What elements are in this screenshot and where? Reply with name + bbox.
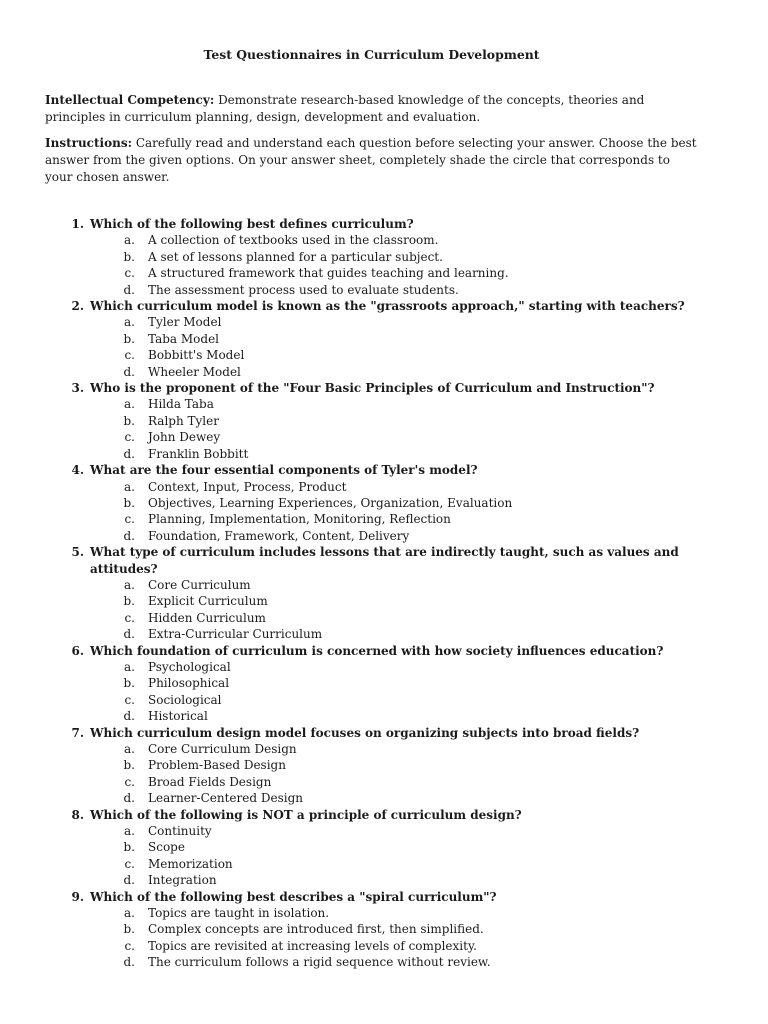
- question-item: [45, 807, 698, 889]
- answer-option: [45, 921, 698, 937]
- answer-option: [45, 774, 698, 790]
- question-text: Which foundation of curriculum is concerned with how society influences education?: [90, 643, 664, 658]
- option-text: Topics are taught in isolation.: [148, 906, 330, 921]
- answer-option: [45, 265, 698, 281]
- option-text: Philosophical: [148, 676, 230, 691]
- option-list: [45, 741, 698, 807]
- answer-option: [45, 364, 698, 380]
- option-letter: c.: [124, 266, 135, 281]
- question-line: [45, 643, 698, 659]
- option-text: Tyler Model: [148, 315, 222, 330]
- instructions-label: Instructions:: [45, 136, 133, 150]
- question-number: 5.: [71, 545, 84, 560]
- option-letter: d.: [123, 528, 135, 543]
- option-list: [45, 479, 698, 545]
- question-item: [45, 643, 698, 725]
- question-text: Which of the following best defines curriculum?: [90, 217, 414, 231]
- option-text: John Dewey: [148, 430, 221, 445]
- option-text: Wheeler Model: [148, 364, 241, 379]
- option-text: Explicit Curriculum: [148, 594, 268, 609]
- option-letter: d.: [123, 364, 135, 379]
- competency-label: Intellectual Competency:: [45, 93, 215, 107]
- option-text: The curriculum follows a rigid sequence without review.: [148, 955, 491, 970]
- answer-option: [45, 413, 698, 429]
- option-text: The assessment process used to evaluate students.: [148, 282, 459, 297]
- question-text: Which curriculum design model focuses on organizing subjects into broad fields?: [90, 725, 640, 740]
- answer-option: [45, 511, 698, 527]
- option-letter: c.: [124, 692, 135, 707]
- option-letter: c.: [124, 348, 135, 363]
- answer-option: [45, 905, 698, 921]
- option-text: Scope: [148, 840, 185, 855]
- option-letter: d.: [123, 282, 135, 297]
- option-letter: c.: [124, 512, 135, 527]
- answer-option: [45, 249, 698, 265]
- option-text: Objectives, Learning Experiences, Organization, Evaluation: [148, 495, 513, 510]
- option-letter: c.: [124, 938, 135, 953]
- option-list: [45, 659, 698, 725]
- option-text: Complex concepts are introduced first, then simplified.: [148, 922, 484, 937]
- answer-option: [45, 659, 698, 675]
- option-letter: d.: [123, 709, 135, 724]
- question-item: [45, 889, 698, 971]
- question-list: [45, 216, 698, 971]
- option-text: Extra-Curricular Curriculum: [148, 627, 323, 642]
- option-text: Foundation, Framework, Content, Delivery: [148, 528, 410, 543]
- question-line: [45, 725, 698, 741]
- option-letter: b.: [123, 249, 135, 264]
- option-text: Memorization: [148, 856, 233, 871]
- option-text: Learner-Centered Design: [148, 791, 303, 806]
- answer-option: [45, 872, 698, 888]
- answer-option: [45, 396, 698, 412]
- question-number: 2.: [71, 299, 84, 314]
- question-item: [45, 216, 698, 298]
- question-number: 7.: [71, 725, 84, 740]
- option-text: Topics are revisited at increasing levels of complexity.: [148, 938, 477, 953]
- competency-text: Demonstrate research-based knowledge of the concepts, theories and principles in curriculum planning, design, development and evaluation.: [45, 93, 645, 124]
- instructions-paragraph: [45, 135, 698, 186]
- option-letter: a.: [124, 906, 135, 921]
- option-letter: a.: [124, 233, 135, 248]
- option-text: Historical: [148, 709, 208, 724]
- answer-option: [45, 495, 698, 511]
- option-letter: a.: [124, 824, 135, 839]
- question-number: 4.: [71, 463, 84, 478]
- question-item: [45, 298, 698, 380]
- question-line: [45, 889, 698, 905]
- answer-option: [45, 626, 698, 642]
- answer-option: [45, 479, 698, 495]
- instructions-text: Carefully read and understand each question before selecting your answer. Choose the best answer from the given options. On your answer sheet, completely shade the circle that corresponds to your chosen answer.: [45, 136, 697, 184]
- option-text: Problem-Based Design: [148, 758, 286, 773]
- answer-option: [45, 282, 698, 298]
- answer-option: [45, 577, 698, 593]
- answer-option: [45, 610, 698, 626]
- answer-option: [45, 692, 698, 708]
- option-letter: d.: [123, 791, 135, 806]
- option-letter: a.: [124, 397, 135, 412]
- option-text: Broad Fields Design: [148, 774, 272, 789]
- option-text: Franklin Bobbitt: [148, 446, 249, 461]
- option-text: A set of lessons planned for a particular subject.: [148, 249, 443, 264]
- answer-option: [45, 790, 698, 806]
- option-letter: b.: [123, 758, 135, 773]
- answer-option: [45, 954, 698, 970]
- option-text: Psychological: [148, 659, 231, 674]
- question-number: 1.: [71, 217, 84, 231]
- question-item: [45, 462, 698, 544]
- option-letter: b.: [123, 676, 135, 691]
- option-list: [45, 577, 698, 643]
- answer-option: [45, 314, 698, 330]
- option-letter: a.: [124, 315, 135, 330]
- question-line: [45, 544, 698, 577]
- question-text: Which curriculum model is known as the "grassroots approach," starting with teachers?: [90, 299, 685, 314]
- option-letter: d.: [123, 446, 135, 461]
- answer-option: [45, 446, 698, 462]
- answer-option: [45, 429, 698, 445]
- option-letter: c.: [124, 610, 135, 625]
- question-number: 6.: [71, 643, 84, 658]
- option-text: A structured framework that guides teaching and learning.: [148, 266, 509, 281]
- option-letter: c.: [124, 856, 135, 871]
- option-letter: b.: [123, 413, 135, 428]
- option-list: [45, 823, 698, 889]
- question-text: What type of curriculum includes lessons that are indirectly taught, such as values and attitudes?: [90, 545, 679, 576]
- option-text: Sociological: [148, 692, 222, 707]
- answer-option: [45, 856, 698, 872]
- answer-option: [45, 823, 698, 839]
- question-number: 9.: [71, 889, 84, 904]
- option-text: Context, Input, Process, Product: [148, 479, 347, 494]
- question-item: [45, 380, 698, 462]
- question-line: [45, 216, 698, 232]
- competency-paragraph: [45, 92, 698, 126]
- question-text: Who is the proponent of the "Four Basic Principles of Curriculum and Instruction"?: [90, 381, 655, 396]
- option-letter: b.: [123, 840, 135, 855]
- question-line: [45, 298, 698, 314]
- option-letter: d.: [123, 955, 135, 970]
- question-text: Which of the following is NOT a principle of curriculum design?: [90, 807, 522, 822]
- question-line: [45, 380, 698, 396]
- option-text: Integration: [148, 873, 217, 888]
- answer-option: [45, 708, 698, 724]
- option-text: Ralph Tyler: [148, 413, 219, 428]
- option-list: [45, 314, 698, 380]
- question-line: [45, 462, 698, 478]
- option-letter: b.: [123, 495, 135, 510]
- answer-option: [45, 347, 698, 363]
- answer-option: [45, 839, 698, 855]
- option-text: Continuity: [148, 824, 212, 839]
- question-number: 3.: [71, 381, 84, 396]
- question-text: Which of the following best describes a "spiral curriculum"?: [90, 889, 497, 904]
- answer-option: [45, 232, 698, 248]
- option-text: Planning, Implementation, Monitoring, Reflection: [148, 512, 451, 527]
- option-letter: d.: [123, 627, 135, 642]
- option-text: A collection of textbooks used in the classroom.: [148, 233, 439, 248]
- option-list: [45, 905, 698, 971]
- option-letter: d.: [123, 873, 135, 888]
- answer-option: [45, 938, 698, 954]
- answer-option: [45, 331, 698, 347]
- option-letter: c.: [124, 774, 135, 789]
- question-item: [45, 725, 698, 807]
- option-letter: a.: [124, 659, 135, 674]
- option-letter: b.: [123, 922, 135, 937]
- option-letter: a.: [124, 742, 135, 756]
- page-title: Test Questionnaires in Curriculum Development: [203, 47, 540, 62]
- option-text: Bobbitt's Model: [148, 348, 245, 363]
- option-letter: a.: [124, 479, 135, 494]
- option-text: Core Curriculum Design: [148, 742, 297, 756]
- answer-option: [45, 741, 698, 757]
- question-text: What are the four essential components of Tyler's model?: [90, 463, 478, 478]
- answer-option: [45, 528, 698, 544]
- option-text: Core Curriculum: [148, 577, 251, 592]
- option-list: [45, 232, 698, 298]
- option-text: Taba Model: [148, 331, 220, 346]
- question-line: [45, 807, 698, 823]
- answer-option: [45, 757, 698, 773]
- answer-option: [45, 593, 698, 609]
- option-letter: b.: [123, 594, 135, 609]
- option-text: Hilda Taba: [148, 397, 214, 412]
- option-list: [45, 396, 698, 462]
- question-number: 8.: [71, 807, 84, 822]
- option-letter: c.: [124, 430, 135, 445]
- question-item: [45, 544, 698, 642]
- option-letter: b.: [123, 331, 135, 346]
- option-text: Hidden Curriculum: [148, 610, 266, 625]
- answer-option: [45, 675, 698, 691]
- option-letter: a.: [124, 577, 135, 592]
